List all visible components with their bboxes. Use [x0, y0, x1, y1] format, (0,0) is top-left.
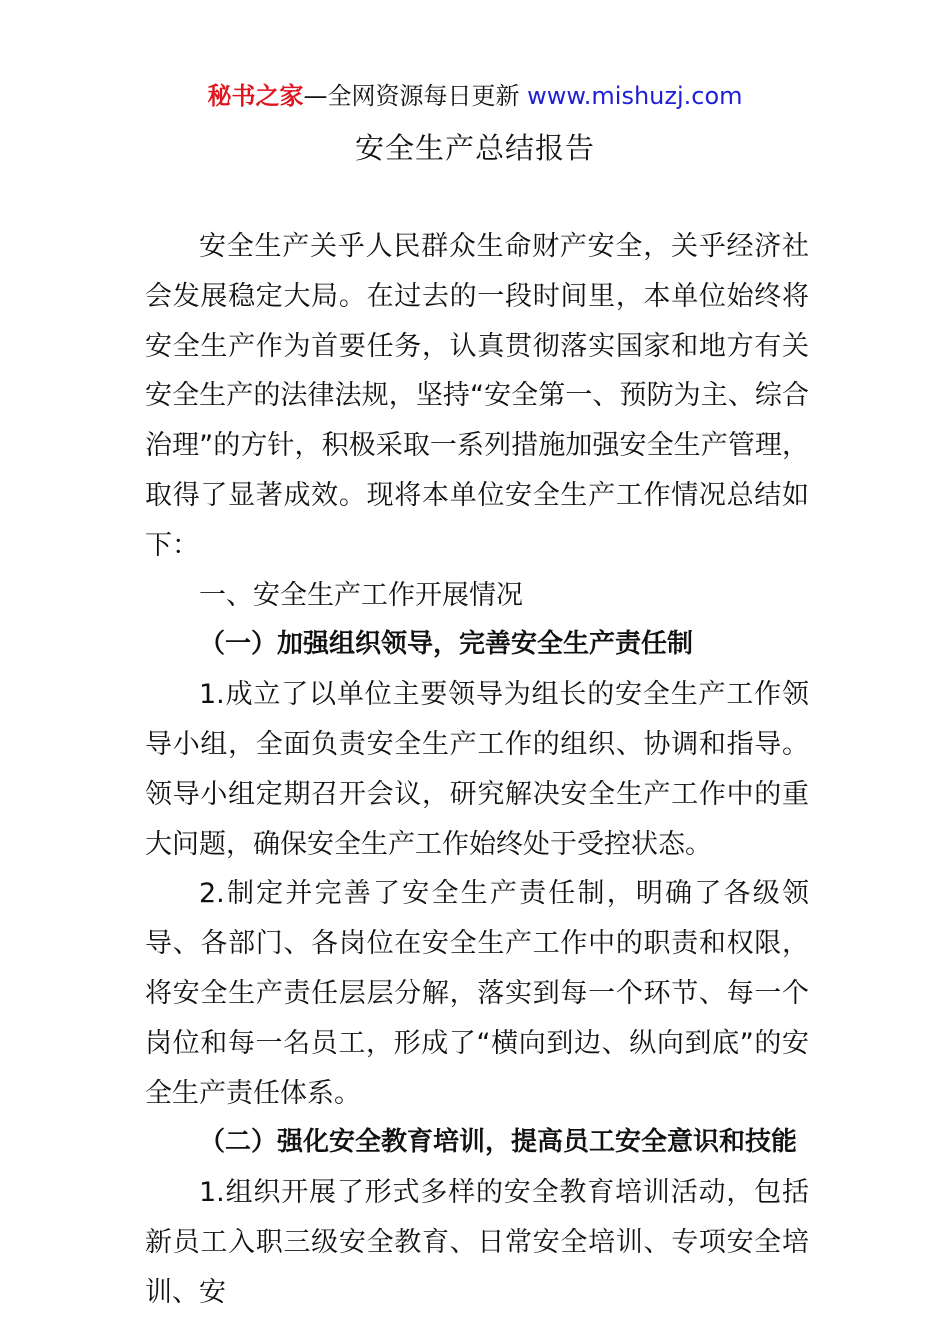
intro-paragraph: 安全生产关乎人民群众生命财产安全，关乎经济社会发展稳定大局。在过去的一段时间里，本单位始终将安全生产作为首要任务，认真贯彻落实国家和地方有关安全生产的法律法规，坚持“安全第一、预防为主、综合治理”的方针，积极采取一系列措施加强安全生产管理，取得了显著成效。现将本单位安全生产工作情况总结如下： — [145, 231, 809, 561]
body-paragraph: 2.制定并完善了安全生产责任制，明确了各级领导、各部门、各岗位在安全生产工作中的职责和权限，将安全生产责任层层分解，落实到每一个环节、每一个岗位和每一名员工，形成了“横向到边、纵向到底”的安全生产责任体系。 — [145, 878, 809, 1109]
site-url[interactable]: www.mishuzj.com — [527, 82, 743, 110]
section-heading: 一、安全生产工作开展情况 — [199, 579, 523, 611]
body-paragraph: 1.组织开展了形式多样的安全教育培训活动，包括新员工入职三级安全教育、日常安全培训、专项安全培训、安 — [145, 1177, 809, 1308]
site-header — [0, 80, 950, 112]
subsection-heading: （一）加强组织领导，完善安全生产责任制 — [199, 629, 694, 660]
site-slogan: —全网资源每日更新 — [303, 82, 528, 110]
site-brand: 秘书之家 — [207, 82, 304, 110]
subsection-heading: （二）强化安全教育培训，提高员工安全意识和技能 — [199, 1127, 798, 1158]
body-paragraph: 1.成立了以单位主要领导为组长的安全生产工作领导小组，全面负责安全生产工作的组织、协调和指导。领导小组定期召开会议，研究解决安全生产工作中的重大问题，确保安全生产工作始终处于受控状态。 — [145, 679, 809, 860]
document-body — [145, 222, 809, 1318]
document-title: 安全生产总结报告 — [354, 131, 595, 165]
